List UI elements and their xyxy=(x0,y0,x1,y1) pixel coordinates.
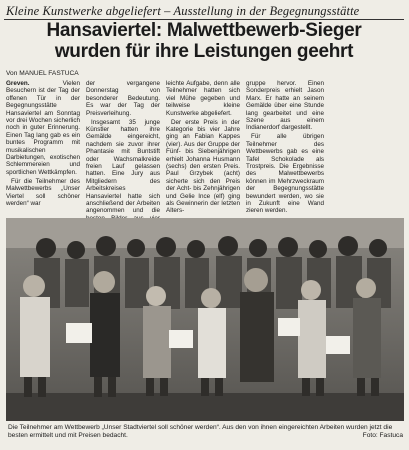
paragraph: Der erste Preis in der Kategorie bis vier Jahre ging an Fabian Kappes (vier). Aus der Gruppe der Fünf- bis Siebenjährigen erhielt Johanna Husmann (sechs) den ersten Preis. Paul Grzybek (acht) sicherte sich den Preis der Acht- bis Zehnjährigen und Gelie Ince (elf) ging als Gewinnerin der letzten Alters- xyxy=(166,118,240,215)
paragraph: leichte Aufgabe, denn alle Teilnehmer hatten sich viel Mühe gegeben und teilweise kleine Kunstwerke abgeliefert. xyxy=(166,80,240,117)
paragraph-text: Vielen Besuchern ist der Tag der offenen Tür in der Begegnungsstätte Hansaviertel am Sonntag vor drei Wochen sicherlich noch in guter Erinnerung. Einen Tag lang gab es ein buntes Programm mit musikalischen Darbietungen, exotischen Schlemmereien und sportlichen Wettkämpfen. xyxy=(6,80,80,176)
paragraph xyxy=(6,80,80,176)
article-column-2 xyxy=(86,80,160,218)
paragraph: der vergangene Donnerstag von besonderer Bedeutung. Es war der Tag der Preisverleihung. xyxy=(86,80,160,117)
paragraph: Für die Teilnehmer des Malwettbewerbs „Unser Viertel soll schöner werden“ war xyxy=(6,177,80,207)
photo-credit: Foto: Fastuca xyxy=(362,432,403,439)
article-column-4 xyxy=(246,80,324,218)
headline-line-1: Hansaviertel: Malwettbewerb-Sieger xyxy=(46,20,362,41)
headline xyxy=(4,20,404,62)
paragraph: Insgesamt 35 junge Künstler hatten ihre Gemälde eingereicht, nachdem sie zuvor ihrer Phantasie mit Buntstift oder Wachsmalkreide freien Lauf gelassen hatten. Eine Jury aus Mitgliedern des Arbeitskreises Hansaviertel hatte sich anschließend der Arbeiten angenommen und die xyxy=(86,118,160,215)
article-column-3 xyxy=(166,80,240,218)
group-photo-illustration xyxy=(6,218,404,421)
article-column-1 xyxy=(6,80,80,218)
dateline: Greven. xyxy=(6,80,30,87)
group-photo xyxy=(6,218,404,421)
photo-caption: Die Teilnehmer am Wettbewerb „Unser Stadtviertel soll schöner werden“. Aus den von ihnen eingereichten Arbeiten wurden jetzt die besten ermittelt und mit Preisen bedacht. xyxy=(8,424,393,439)
headline-line-2: wurden für ihre Leistungen geehrt xyxy=(54,41,354,62)
paragraph: Für alle übrigen Teilnehmer des Wettbewerbs gab es eine Tafel Schokolade als Trostpreis. Die Ergebnisse des Malwettbewerbs können im Mehrzweckraum der Begegnungsstätte bewundert werden, wo sie in Zukunft eine Wand zieren werden. xyxy=(246,133,324,215)
paragraph: gruppe hervor. Einen Sonderpreis erhielt Jason Marx. Er hatte an seinem Gemälde über eine Stunde lang gearbeitet und eine Szene aus einem Indianerdorf dargestellt. xyxy=(246,80,324,132)
kicker-line: Kleine Kunstwerke abgeliefert – Ausstellung in der Begegnungsstätte xyxy=(6,4,360,18)
byline: Von MANUEL FASTUCA xyxy=(6,70,79,77)
article-columns xyxy=(6,80,404,218)
